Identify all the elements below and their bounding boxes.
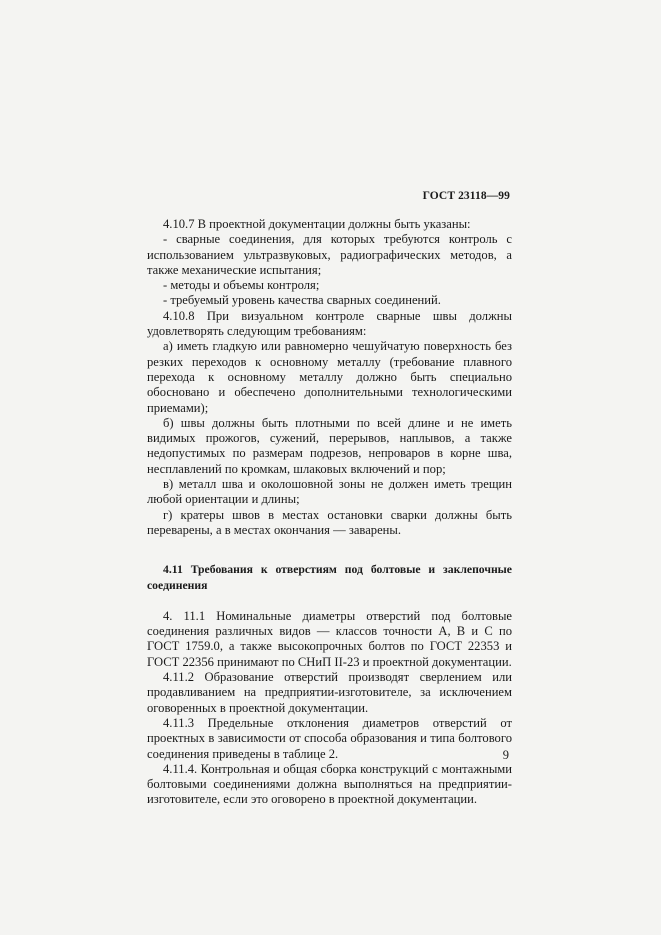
section-title: 4.11 Требования к отверстиям под болтовые и заклепочные соединения [147,563,512,592]
clause-4-10-8: 4.10.8 При визуальном контроле сварные швы должны удовлетворять следующим требованиям: [147,308,512,339]
section-gap [147,593,512,609]
list-item: в) металл шва и околошовной зоны не должен иметь трещин любой ориентации и длины; [147,477,512,507]
clause-4-10-7: 4.10.7 В проектной документации должны быть указаны: [163,217,471,231]
list-item: - сварные соединения, для которых требуются контроль с использованием ультразвуковых, радиографических методов, а также механические испытания; [147,232,512,277]
clause-4-11-4: 4.11.4. Контрольная и общая сборка конструкций с монтажными болтовыми соединениями должна выполняться на предприятии-изготовителе, если это оговорено в проектной документации. [147,761,512,807]
list-item: б) швы должны быть плотными по всей длине и не иметь видимых прожогов, сужений, перерывов, наплывов, а также недопустимых по размерам подрезов, непроваров в корне шва, несплавлений по кромкам, шлаковых включений и пор; [147,415,512,476]
clause-4-11-3: 4.11.3 Предельные отклонения диаметров отверстий от проектных в зависимости от способа образования и типа болтового соединения приведены в таблице 2. [147,715,512,761]
clause-4-11-1: 4. 11.1 Номинальные диаметры отверстий под болтовые соединения различных видов — классов точности А, В и С по ГОСТ 1759.0, а также высокопрочных болтов по ГОСТ 22353 и ГОСТ 22356 принимают по СНиП II-23 и проектной документации. [147,608,512,669]
document-body [147,217,512,808]
list-item: - методы и объемы контроля; [163,278,320,293]
list-item: а) иметь гладкую или равномерно чешуйчатую поверхность без резких переходов к основному металлу (требование плавного перехода к основному металлу должно быть специально обосновано и обеспечено дополнительными технологическими приемами); [147,339,512,415]
clause-4-11-2: 4.11.2 Образование отверстий производят сверлением или продавливанием на предприятии-изготовителе, за исключением оговоренных в проектной документации. [147,670,512,715]
list-item: г) кратеры швов в местах остановки сварки должны быть переварены, а в местах окончания — заварены. [147,507,512,537]
document-code: ГОСТ 23118—99 [422,190,510,202]
list-item: - требуемый уровень качества сварных соединений. [163,293,441,308]
page-number: 9 [502,748,509,762]
